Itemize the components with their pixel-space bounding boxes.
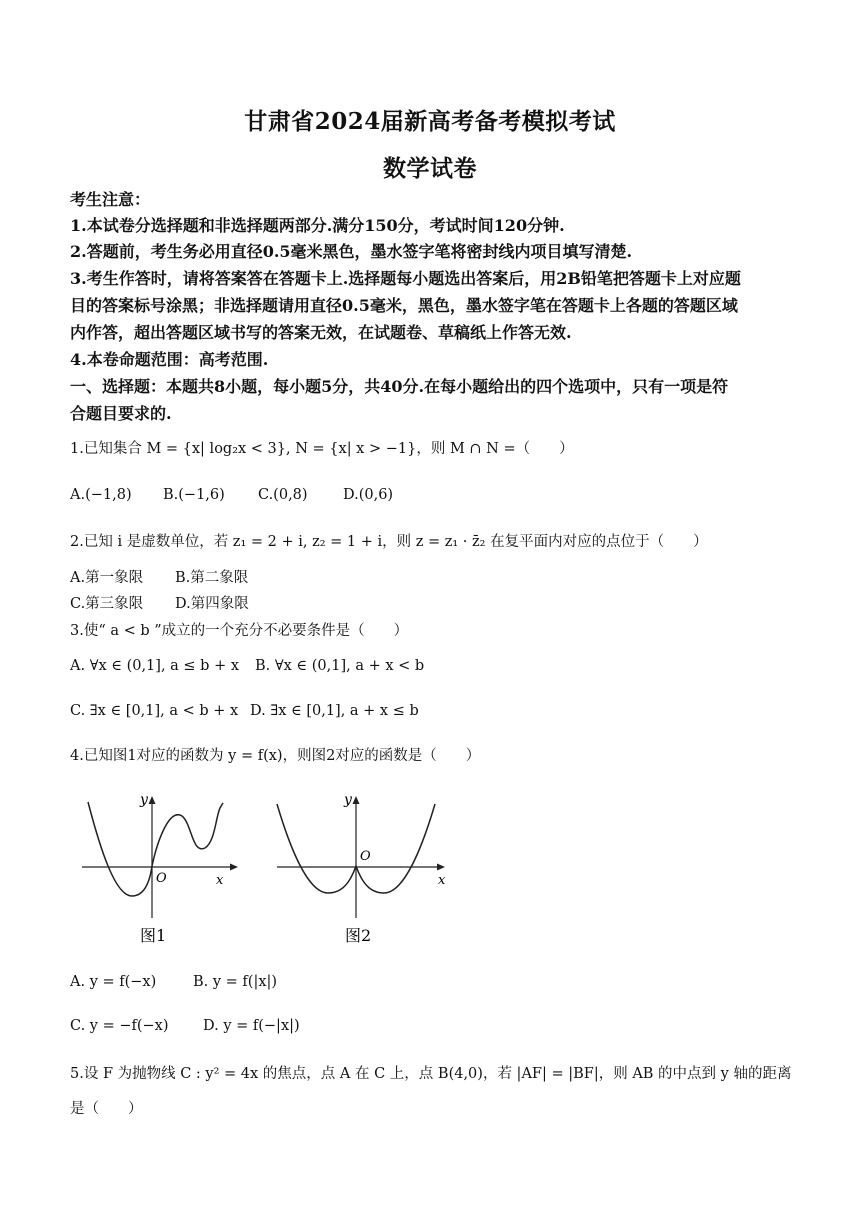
q1-option-c: C.(0,8) xyxy=(258,487,308,503)
q3-option-d: D. ∃x ∈ [0,1], a + x ≤ b xyxy=(250,703,419,719)
q1-option-a: A.(−1,8) xyxy=(70,487,132,503)
question-4-stem: 4.已知图1对应的函数为 y = f(x)，则图2对应的函数是（ ） xyxy=(70,748,481,764)
q2-option-a: A.第一象限 xyxy=(70,570,144,586)
figure-1 xyxy=(82,792,238,945)
q1-option-d: D.(0,6) xyxy=(343,487,394,503)
q4-option-c: C. y = −f(−x) xyxy=(70,1018,169,1034)
q4-option-d: D. y = f(−|x|) xyxy=(203,1018,300,1034)
fig2-origin-label: O xyxy=(360,849,371,864)
fig2-y-arrow xyxy=(353,796,360,804)
section-heading-cont: 合题目要求的. xyxy=(70,404,172,423)
fig2-x-label: x xyxy=(438,873,446,888)
question-5-stem-cont: 是（ ） xyxy=(70,1101,143,1117)
fig2-y-label: y xyxy=(344,792,352,808)
section-heading: 一、选择题：本题共8小题，每小题5分，共40分.在每小题给出的四个选项中，只有一项是符 xyxy=(70,377,729,396)
fig2-x-arrow xyxy=(437,864,445,871)
q3-option-b: B. ∀x ∈ (0,1], a + x < b xyxy=(255,658,425,674)
notice-item-3: 3.考生作答时，请将答案答在答题卡上.选择题每小题选出答案后，用2B铅笔把答题卡上对应题 xyxy=(70,269,741,288)
fig1-caption: 图1 xyxy=(140,926,167,945)
question-2-stem: 2.已知 i 是虚数单位，若 z₁ = 2 + i, z₂ = 1 + i，则 z = z₁ · z̄₂ 在复平面内对应的点位于（ ） xyxy=(70,534,708,550)
question-1-stem: 1.已知集合 M = {x| log₂x < 3}, N = {x| x > −1}，则 M ∩ N =（ ） xyxy=(70,441,574,457)
page-title: 甘肃省2024届新高考备考模拟考试 xyxy=(244,108,616,135)
fig1-x-label: x xyxy=(216,873,224,888)
q2-option-c: C.第三象限 xyxy=(70,596,144,612)
q2-option-d: D.第四象限 xyxy=(175,596,249,612)
notice-item-3-cont2: 内作答，超出答题区域书写的答案无效，在试题卷、草稿纸上作答无效. xyxy=(70,323,572,342)
q4-option-b: B. y = f(|x|) xyxy=(193,974,278,990)
fig1-x-arrow xyxy=(230,864,238,871)
fig1-origin-label: O xyxy=(156,871,167,886)
notice-item-2: 2.答题前，考生务必用直径0.5毫米黑色，墨水签字笔将密封线内项目填写清楚. xyxy=(70,242,633,261)
q4-option-a: A. y = f(−x) xyxy=(70,974,157,990)
q2-option-b: B.第二象限 xyxy=(175,570,249,586)
question-5-stem: 5.设 F 为抛物线 C : y² = 4x 的焦点，点 A 在 C 上，点 B(4,0)，若 |AF| = |BF|，则 AB 的中点到 y 轴的距离 xyxy=(70,1066,792,1082)
figure-2 xyxy=(277,792,446,945)
q1-option-b: B.(−1,6) xyxy=(163,487,225,503)
notice-item-4: 4.本卷命题范围：高考范围. xyxy=(70,350,269,369)
notice-heading: 考生注意： xyxy=(70,190,151,209)
page-subtitle: 数学试卷 xyxy=(383,155,477,182)
notice-item-1: 1.本试卷分选择题和非选择题两部分.满分150分，考试时间120分钟. xyxy=(70,216,565,235)
q3-option-a: A. ∀x ∈ (0,1], a ≤ b + x xyxy=(70,658,240,674)
q3-option-c: C. ∃x ∈ [0,1], a < b + x xyxy=(70,703,239,719)
fig2-caption: 图2 xyxy=(345,926,372,945)
function-graphs xyxy=(70,788,470,950)
notice-item-3-cont: 目的答案标号涂黑；非选择题请用直径0.5毫米，黑色，墨水签字笔在答题卡上各题的答题区域 xyxy=(70,296,738,315)
fig1-y-arrow xyxy=(149,796,156,804)
question-3-stem: 3.使“ a < b ”成立的一个充分不必要条件是（ ） xyxy=(70,623,409,639)
question-4-figures xyxy=(70,788,470,954)
fig1-y-label: y xyxy=(140,792,148,808)
